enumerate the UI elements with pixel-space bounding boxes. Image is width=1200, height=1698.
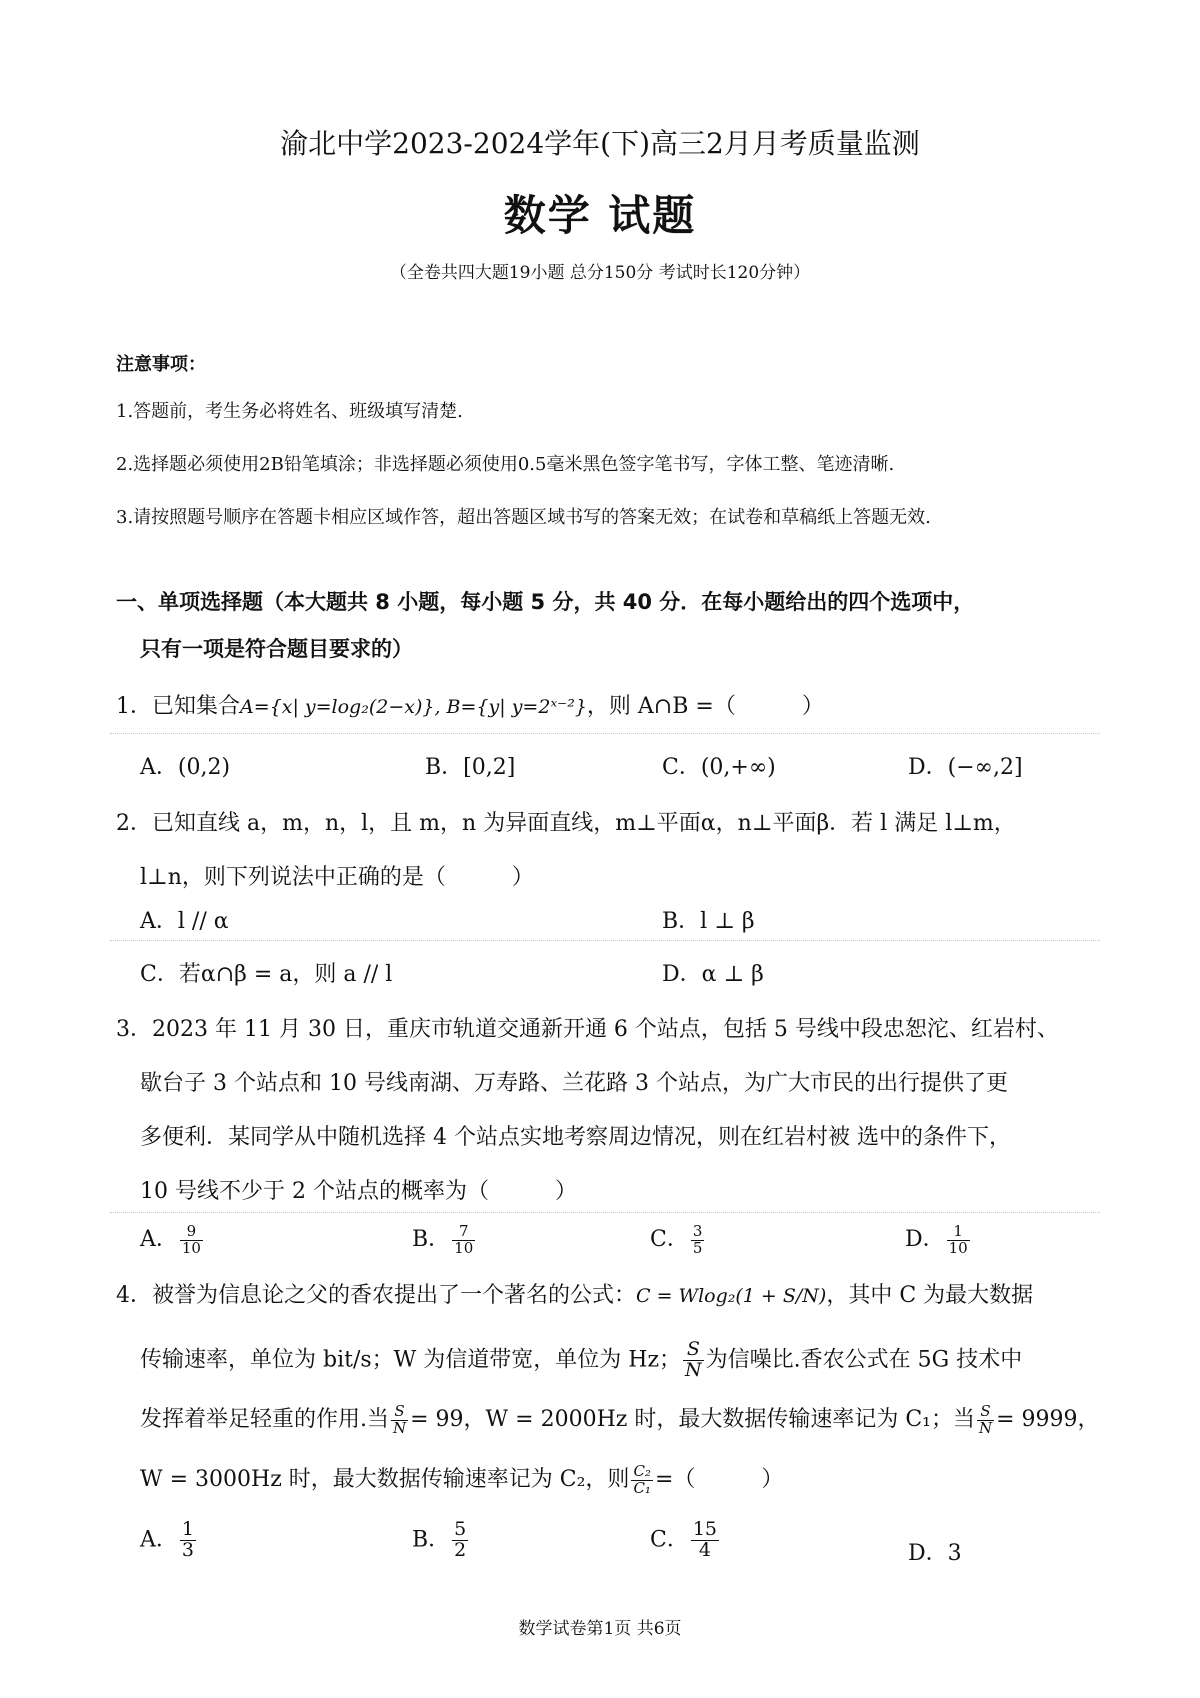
section-heading: 一、单项选择题（本大题共 8 小题，每小题 5 分，共 40 分．在每小题给出的四个选项中， xyxy=(116,590,975,614)
q2-option-b: B．l ⊥ β xyxy=(662,909,755,934)
school-title: 渝北中学2023-2024学年(下)高三2月月考质量监测 xyxy=(280,127,920,160)
question-3-stem-cont: 10 号线不少于 2 个站点的概率为（ ） xyxy=(140,1179,577,1204)
exam-title: 数学 试题 xyxy=(503,191,697,240)
question-3-stem: 3．2023 年 11 月 30 日，重庆市轨道交通新开通 6 个站点，包括 5 号线中段忠恕沱、红岩村、 xyxy=(116,1017,1059,1042)
shannon-formula: C = Wlog₂(1 + S/N) xyxy=(636,1285,827,1307)
q2-option-d: D．α ⊥ β xyxy=(662,962,764,987)
q2-option-c: C．若α∩β = a，则 a // l xyxy=(140,962,393,987)
question-4-stem: 4．被誉为信息论之父的香农提出了一个著名的公式：C = Wlog₂(1 + S/N)，其中 C 为最大数据 xyxy=(116,1283,1034,1308)
question-2-stem: 2．已知直线 a，m，n，l，且 m，n 为异面直线，m⊥平面α，n⊥平面β．若 l 满足 l⊥m， xyxy=(116,811,1016,836)
question-3-stem-cont: 歇台子 3 个站点和 10 号线南湖、万寿路、兰花路 3 个站点，为广大市民的出行提供了更 xyxy=(140,1071,1008,1096)
page-footer: 数学试卷第1页 共6页 xyxy=(518,1619,682,1639)
question-1-stem: 1．已知集合A={x| y=log₂(2−x)}, B={y| y=2ˣ⁻²}，则 A∩B =（ ） xyxy=(116,694,824,719)
q3-option-d: D． $\frac{1}{10}$ xyxy=(905,1221,968,1257)
q1-option-c: C．(0,+∞) xyxy=(662,755,776,780)
set-formula: A={x| y=log₂(2−x)}, B={y| y=2ˣ⁻²} xyxy=(240,696,587,718)
q3-option-c: C． $\frac{3}{5}$ xyxy=(650,1221,703,1257)
notice-heading: 注意事项： xyxy=(116,354,206,375)
q2-option-a: A．l // α xyxy=(140,909,229,934)
q1-option-a: A．(0,2) xyxy=(140,755,231,780)
question-3-stem-cont: 多便利．某同学从中随机选择 4 个站点实地考察周边情况，则在红岩村被 选中的条件下， xyxy=(140,1125,1011,1150)
notice-item: 1.答题前，考生务必将姓名、班级填写清楚. xyxy=(116,401,463,422)
q1-option-d: D．(−∞,2] xyxy=(908,755,1023,780)
q1-option-b: B．[0,2] xyxy=(425,755,516,780)
q4-option-a: A． $\frac{1}{3}$ xyxy=(140,1518,194,1561)
question-4-stem-cont: 发挥着举足轻重的作用.当 $\frac{S}{N}$ = 99，W = 2000Hz 时，最大数据传输速率记为 C₁；当 $\frac{S}{N}$ = 9999， xyxy=(140,1401,1100,1437)
notice-item: 3.请按照题号顺序在答题卡相应区域作答，超出答题区域书写的答案无效；在试卷和草稿纸上答题无效. xyxy=(116,507,931,528)
q3-option-a: A． $\frac{9}{10}$ xyxy=(140,1221,201,1257)
question-2-stem-cont: l⊥n，则下列说法中正确的是（ ） xyxy=(140,865,534,890)
q4-option-d: D．3 xyxy=(908,1541,962,1566)
exam-subtitle: （全卷共四大题19小题 总分150分 考试时长120分钟） xyxy=(389,263,811,283)
q4-option-c: C． $\frac{15}{4}$ xyxy=(650,1518,718,1561)
section-heading-cont: 只有一项是符合题目要求的） xyxy=(140,637,413,661)
q3-option-b: B． $\frac{7}{10}$ xyxy=(412,1221,474,1257)
question-4-stem-cont: W = 3000Hz 时，最大数据传输速率记为 C₂，则 $\frac{\text{C₂}}{\text{C₁}}$ =（ ） xyxy=(140,1461,784,1497)
q4-option-b: B． $\frac{5}{2}$ xyxy=(412,1518,467,1561)
question-4-stem-cont: 传输速率，单位为 bit/s；W 为信道带宽，单位为 Hz； $\frac{S}{N}$ 为信噪比.香农公式在 5G 技术中 xyxy=(140,1338,1023,1381)
notice-item: 2.选择题必须使用2B铅笔填涂；非选择题必须使用0.5毫米黑色签字笔书写，字体工整、笔迹清晰. xyxy=(116,454,895,475)
